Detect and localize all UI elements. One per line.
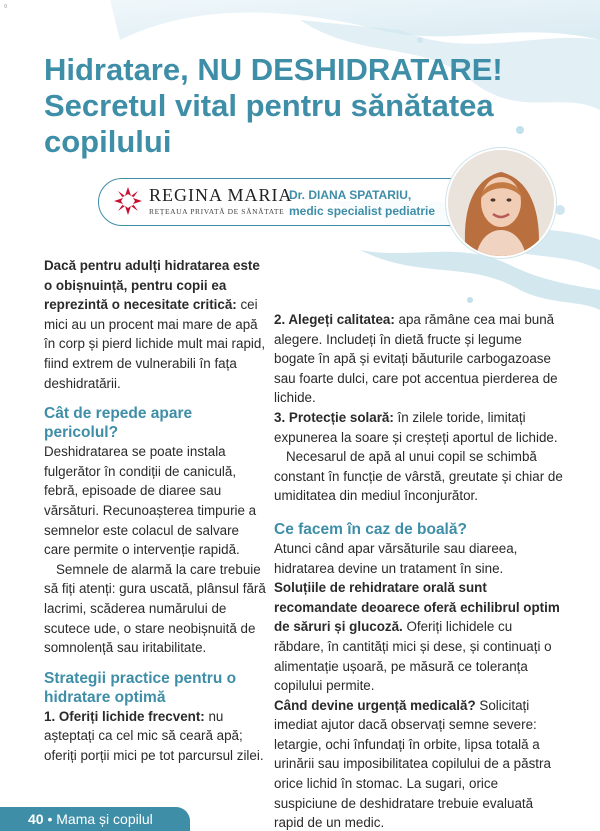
strategy-2-label: 2. Alegeți calitatea: — [274, 312, 395, 327]
section-heading-strategies: Strategii practice pentru o hidratare optimă — [44, 669, 237, 706]
section-heading-illness: Ce facem în caz de boală? — [274, 520, 467, 538]
paragraph-emergency — [274, 696, 564, 831]
emergency-lead: Când devine urgență medicală? — [274, 697, 476, 713]
corner-mark: ¤ — [4, 4, 8, 10]
author-role: medic specialist pediatrie — [289, 204, 436, 218]
intro-lead: Dacă pentru adulți hidratarea este o obișnuință, pentru copii ea reprezintă o necesitate critică: — [44, 258, 260, 313]
intro-text: cei mici au un procent mai mare de apă în corp și pierd lichide mult mai rapid, fiind extrem de vulnerabili în fața deshidratării. — [44, 297, 266, 391]
article-title — [44, 52, 564, 160]
title-line-3: copilului — [44, 124, 172, 159]
paragraph-danger: Deshidratarea se poate instala fulgerător în condiții de caniculă, febră, episoade de diaree sau vărsături. Recunoașterea timpurie a semnelor este colacul de salvare care permite o intervenție rapidă. — [44, 444, 257, 558]
author-name: Dr. DIANA SPATARIU, — [289, 188, 412, 202]
rehydration-lead: Soluțiile de rehidratare orală sunt recomandate deoarece oferă echilibrul optim de săruri și glucoză. — [274, 580, 560, 635]
strategy-1 — [44, 707, 266, 766]
page-footer — [0, 807, 190, 831]
title-line-1: Hidratare, NU DESHIDRATARE! — [44, 52, 503, 87]
intro-paragraph — [44, 256, 266, 393]
author-box — [98, 178, 482, 226]
footer-separator: • — [43, 811, 57, 827]
article-column-left — [44, 256, 266, 765]
strategy-1-label: 1. Oferiți lichide frecvent: — [44, 708, 205, 724]
paragraph-water-needs: Necesarul de apă al unui copil se schimbă constant în funcție de vârstă, greutate și chiar de umiditatea din mediul înconjurător. — [274, 449, 563, 504]
emergency-text: Solicitați imediat ajutor dacă observați semne severe: letargie, ochi înfundați în orbite, lipsa totală a urinării sau imposibilitatea copilului de a păstra orice lichid în stomac. La sugari, orice suspiciune de deshidratare trebuie evaluată rapid de un medic. — [274, 697, 551, 831]
section-heading-danger: Cât de repede apare pericolul? — [44, 405, 193, 442]
strategy-3 — [274, 408, 564, 447]
paragraph-warning-signs: Semnele de alarmă la care trebuie să fiți atenți: gura uscată, plânsul fără lacrimi, scăderea numărului de scutece ude, o stare neobișnuită de somnolență sau iritabilitate. — [44, 561, 266, 656]
strategy-3-text: în zilele toride, limitați expunerea la soare și creșteți aportul de lichide. — [274, 409, 558, 445]
article-column-right — [274, 310, 564, 831]
author-photo — [446, 148, 556, 258]
strategy-1-text: nu așteptați ca cel mic să ceară apă; oferiți porții mici pe tot parcursul zilei. — [44, 708, 264, 763]
paragraph-rehydration — [274, 578, 564, 696]
strategy-3-label: 3. Protecție solară: — [274, 409, 394, 425]
logo-name: REGINA MARIA — [149, 185, 293, 205]
regina-maria-logo-icon — [113, 186, 143, 216]
paragraph-illness: Atunci când apar vărsăturile sau diareea, hidratarea devine un tratament în sine. — [274, 540, 518, 576]
magazine-name: Mama și copilul — [56, 811, 153, 827]
author-portrait-image — [448, 150, 554, 256]
title-line-2: Secretul vital pentru sănătatea — [44, 88, 494, 123]
logo-tagline: REȚEAUA PRIVATĂ DE SĂNĂTATE — [149, 207, 285, 216]
rehydration-text: Oferiți lichidele cu răbdare, în cantități mici și dese, și continuați o alimentație ușoară, pe măsură ce toleranța copilului permite. — [274, 619, 552, 694]
strategy-2-text: apa rămâne cea mai bună alegere. Includeți în dietă fructe și legume bogate în apă și evitați băuturile carbogazoase sau foarte dulci, care pot accentua pierderea de lichide. — [274, 312, 558, 406]
page-number: 40 — [28, 811, 44, 827]
strategy-2 — [274, 310, 564, 408]
